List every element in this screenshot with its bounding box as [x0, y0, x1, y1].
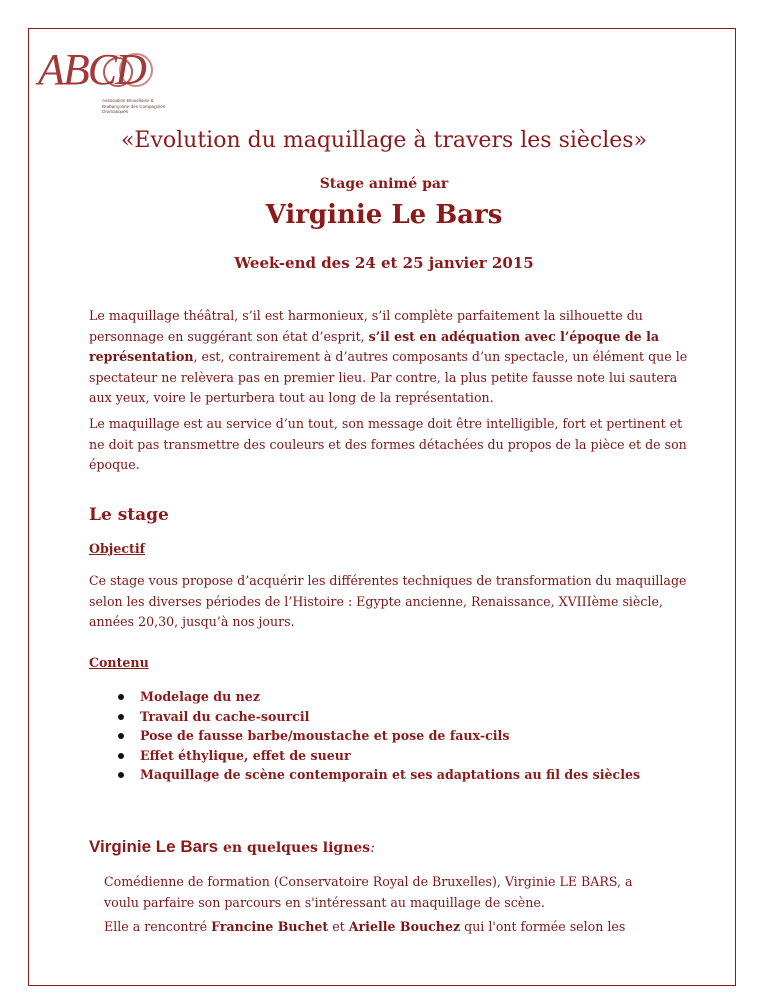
intro-paragraph-1 — [89, 306, 689, 409]
list-item — [118, 687, 678, 707]
intro-paragraph-2: Le maquillage est au service d’un tout, son message doit être intelligible, fort et pertinent et ne doit pas transmettre des couleurs et des formes détachées du propos de la pièce et de son époque. — [89, 416, 687, 472]
bullet-icon — [118, 772, 124, 778]
bullet-icon — [118, 714, 124, 720]
bio-heading — [89, 837, 375, 857]
bullet-icon — [118, 753, 124, 759]
list-item-text: Maquillage de scène contemporain et ses adaptations au fil des siècles — [140, 767, 641, 782]
list-item — [118, 707, 678, 727]
bio-p2-mid: et — [328, 919, 349, 934]
bio-p2-name-1: Francine Buchet — [211, 919, 329, 934]
logo-letters: ABCD — [38, 45, 145, 94]
bullet-icon — [118, 733, 124, 739]
list-item-text: Modelage du nez — [140, 689, 260, 704]
section-heading-stage: Le stage — [89, 505, 169, 525]
intro-p1-start: Le maquillage théâtral, s’il est harmonieux, s’il complète parfaitement la silhouette du personnage en suggérant son état d’esprit, — [89, 308, 643, 344]
bio-paragraph-1: Comédienne de formation (Conservatoire Royal de Bruxelles), Virginie LE BARS, a voulu parfaire son parcours en s'intéressant au maquillage de scène. — [104, 874, 633, 910]
list-item-text: Pose de fausse barbe/moustache et pose de faux-cils — [140, 728, 510, 743]
page-title: «Evolution du maquillage à travers les siècles» — [120, 128, 648, 153]
bio-p2-name-2: Arielle Bouchez — [348, 919, 461, 934]
bio-p2-end: qui l'ont formée selon les — [460, 919, 626, 934]
contenu-list — [118, 687, 678, 785]
logo-subtitle: Association Bruxelloise & Brabançonne des Compagnies Dramatiques — [102, 98, 166, 114]
list-item-text: Travail du cache-sourcil — [140, 708, 310, 724]
bio-paragraph-2 — [104, 917, 664, 938]
list-item — [118, 765, 678, 785]
bullet-icon — [118, 694, 124, 700]
objectif-heading: Objectif — [89, 541, 146, 556]
contenu-heading: Contenu — [89, 655, 149, 670]
list-item — [118, 746, 678, 766]
bio-p2-start: Elle a rencontré — [104, 919, 212, 934]
intro-p1-emphasis: s’il est en adéquation avec l’époque de la représentation — [89, 328, 660, 364]
objectif-paragraph: Ce stage vous propose d’acquérir les différentes techniques de transformation du maquillage selon les diverses périodes de l’Histoire : Egypte ancienne, Renaissance, XVIIIème siècle, années 20,30, jusqu’à nos jours. — [89, 573, 687, 629]
abcd-logo — [38, 40, 178, 124]
page-subtitle: Stage animé par — [319, 176, 449, 192]
event-date: Week-end des 24 et 25 janvier 2015 — [234, 254, 534, 272]
bio-heading-rest: en quelques lignes — [218, 840, 371, 856]
list-item — [118, 726, 678, 746]
bio-heading-name: Virginie Le Bars — [89, 837, 219, 856]
list-item-text: Effet éthylique, effet de sueur — [140, 747, 351, 763]
intro-p1-end: , est, contrairement à d’autres composants d’un spectacle, un élément que le spectateur ne relèvera pas en premier lieu. Par contre, la plus petite fausse note lui sautera aux yeux, voire le perturbera tout au long de la représentation. — [89, 349, 688, 405]
presenter-name: Virginie Le Bars — [265, 200, 503, 230]
bio-heading-colon: : — [370, 840, 375, 856]
